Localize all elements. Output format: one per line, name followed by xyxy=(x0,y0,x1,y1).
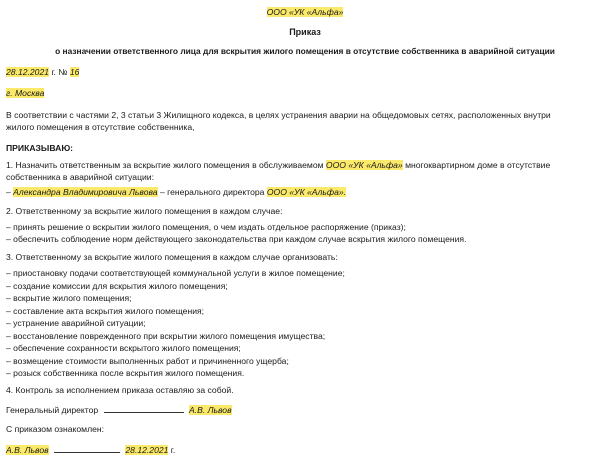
preamble-line-2: жилого помещения в отсутствие собственника, xyxy=(6,122,195,132)
item-2-bullet: – принять решение о вскрытии жилого помещения, о чем издать отдельное распоряжение (приказ); xyxy=(6,222,406,232)
signature-line xyxy=(6,404,232,416)
company-name xyxy=(0,7,610,18)
document-title: Приказ xyxy=(289,27,321,37)
signature-name: А.В. Львов xyxy=(188,405,232,415)
item-3-bullet: – устранение аварийной ситуации; xyxy=(6,318,146,328)
preamble-line-1: В соответствии с частями 2, 3 статьи 3 Жилищного кодекса, в целях устранения аварии на общедомовых сетях, расположенных внутри xyxy=(6,110,551,120)
signature-label: Генеральный директор xyxy=(6,405,99,415)
item-1-appointee xyxy=(6,187,346,198)
item-1-line-1 xyxy=(6,160,550,171)
appointee-dash: – xyxy=(6,187,11,197)
item-2-bullet: – обеспечить соблюдение норм действующего законодательства при каждом случае вскрытия жилого помещения. xyxy=(6,234,467,244)
item-3-bullet: – обеспечение сохранности вскрытого жилого помещения; xyxy=(6,343,241,353)
item-3-bullet: – розыск собственника после вскрытия жилого помещения. xyxy=(6,368,245,378)
item-1-line-2: собственника в аварийной ситуации: xyxy=(6,172,154,182)
order-number: 16 xyxy=(69,67,80,77)
appointee-role: – генерального директора xyxy=(159,187,265,197)
acquainted-label: С приказом ознакомлен: xyxy=(6,424,104,434)
item-3-bullet: – восстановление поврежденного при вскрытии жилого помещения имущества; xyxy=(6,331,326,341)
item-4: 4. Контроль за исполнением приказа оставляю за собой. xyxy=(6,385,234,395)
city-line xyxy=(6,88,44,99)
item-3-bullet: – приостановку подачи соответствующей коммунальной услуги в жилое помещение; xyxy=(6,268,345,278)
item-3-bullet: – возмещение стоимости выполненных работ и причиненного ущерба; xyxy=(6,356,289,366)
city: г. Москва xyxy=(6,88,45,98)
document-subject: о назначении ответственного лица для вскрытия жилого помещения в отсутствие собственника в аварийной ситуации xyxy=(55,46,555,56)
order-date: 28.12.2021 xyxy=(6,67,50,77)
acquainted-date: 28.12.2021 xyxy=(125,445,169,455)
item-3-title: 3. Ответственному за вскрытие жилого помещения в каждом случае организовать: xyxy=(6,252,338,262)
order-heading: ПРИКАЗЫВАЮ: xyxy=(6,143,74,153)
acquainted-line xyxy=(6,444,175,456)
item-1-text: 1. Назначить ответственным за вскрытие жилого помещения в обслуживаемом xyxy=(6,160,324,170)
item-1-company: ООО «УК «Альфа» xyxy=(325,160,403,170)
acquainted-blank xyxy=(54,444,120,453)
appointee-name: Александра Владимировича Львова xyxy=(13,187,158,197)
acquainted-name: А.В. Львов xyxy=(6,445,49,455)
acquainted-year: г. xyxy=(170,445,176,455)
item-3-bullet: – создание комиссии для вскрытия жилого помещения; xyxy=(6,281,228,291)
date-number-line xyxy=(6,67,79,78)
signature-blank xyxy=(104,404,184,413)
company-name-text: ООО «УК «Альфа» xyxy=(266,7,344,17)
item-3-bullet: – вскрытие жилого помещения; xyxy=(6,293,132,303)
appointee-company: ООО «УК «Альфа». xyxy=(266,187,347,197)
item-1-text-after: многоквартирном доме в отсутствие xyxy=(405,160,551,170)
item-2-title: 2. Ответственному за вскрытие жилого помещения в каждом случае: xyxy=(6,206,283,216)
order-number-label: г. № xyxy=(51,67,68,77)
item-3-bullet: – составление акта вскрытия жилого помещения; xyxy=(6,306,205,316)
